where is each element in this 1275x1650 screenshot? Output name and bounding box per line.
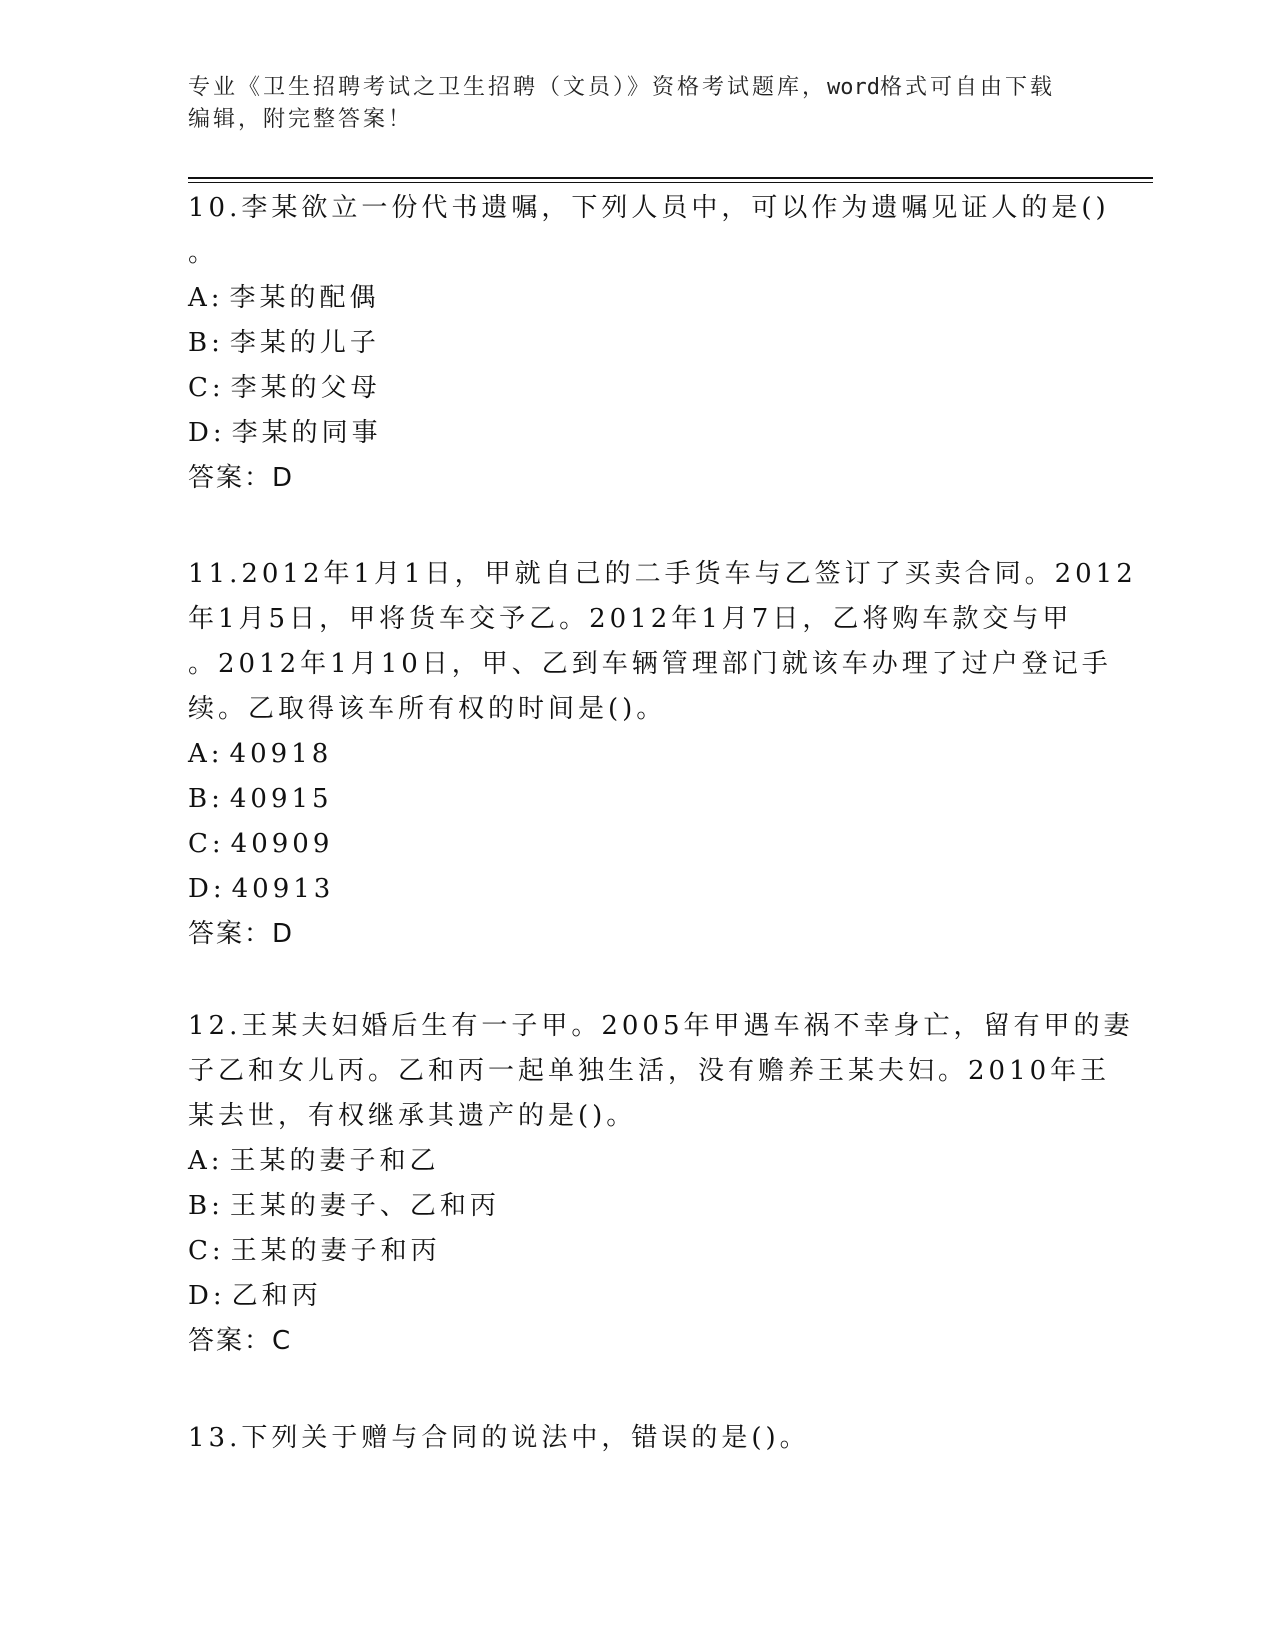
option-text: 李某的父母 (230, 373, 381, 403)
option-text: 40909 (230, 829, 334, 859)
question-stem-line: 。 (188, 238, 219, 268)
option-letter: D: (188, 874, 226, 904)
question-stem-line: 10.李某欲立一份代书遗嘱，下列人员中，可以作为遗嘱见证人的是() (188, 193, 1110, 223)
option-c (188, 822, 1088, 867)
question-stem-line: 子乙和女儿丙。乙和丙一起单独生活，没有赡养王某夫妇。2010年王 (188, 1056, 1111, 1086)
header-text: 专业《卫生招聘考试之卫生招聘（文员）》资格考试题库， (188, 75, 828, 100)
question-stem-line: 。2012年1月10日，甲、乙到车辆管理部门就该车办理了过户登记手 (188, 649, 1112, 679)
question-stem-line: 13.下列关于赠与合同的说法中，错误的是()。 (188, 1423, 810, 1453)
header-line-2: 编辑，附完整答案！ (188, 107, 414, 132)
option-text: 乙和丙 (231, 1281, 322, 1311)
question-11 (188, 552, 1137, 957)
option-letter: C: (188, 373, 225, 403)
option-a (188, 276, 1088, 321)
option-c (188, 366, 1088, 411)
option-text: 李某的儿子 (229, 328, 380, 358)
answer-line: 答案：D (188, 463, 295, 493)
option-letter: A: (188, 1146, 224, 1176)
header-divider-thin (188, 182, 1153, 183)
option-letter: C: (188, 1236, 225, 1266)
option-d (188, 867, 1088, 912)
option-letter: D: (188, 1281, 226, 1311)
option-a (188, 732, 1088, 777)
option-letter: B: (188, 1191, 224, 1221)
option-letter: C: (188, 829, 225, 859)
question-stem-line: 续。乙取得该车所有权的时间是()。 (188, 694, 667, 724)
question-stem-line: 12.王某夫妇婚后生有一子甲。2005年甲遇车祸不幸身亡，留有甲的妻 (188, 1011, 1134, 1041)
question-12 (188, 1004, 1134, 1364)
option-c (188, 1229, 1088, 1274)
question-stem-line: 年1月5日，甲将货车交予乙。2012年1月7日，乙将购车款交与甲 (188, 604, 1073, 634)
option-b (188, 1184, 1088, 1229)
option-d (188, 411, 1088, 456)
option-text: 40913 (231, 874, 335, 904)
option-d (188, 1274, 1088, 1319)
option-letter: B: (188, 328, 224, 358)
header-word-format: word (827, 75, 880, 100)
option-b (188, 321, 1088, 366)
header-line-1 (188, 72, 1088, 104)
document-header (188, 72, 1088, 136)
question-10 (188, 186, 1110, 501)
option-a (188, 1139, 1088, 1184)
question-stem-line: 11.2012年1月1日，甲就自己的二手货车与乙签订了买卖合同。2012 (188, 559, 1137, 589)
option-letter: D: (188, 418, 226, 448)
option-text: 40915 (229, 784, 333, 814)
option-letter: B: (188, 784, 224, 814)
option-letter: A: (188, 739, 224, 769)
header-text: 格式可自由下载 (880, 75, 1056, 100)
option-text: 40918 (229, 739, 333, 769)
header-divider-thick (188, 177, 1153, 179)
option-letter: A: (188, 283, 224, 313)
option-text: 王某的妻子和丙 (230, 1236, 441, 1266)
answer-line: 答案：C (188, 1326, 293, 1356)
option-text: 王某的妻子和乙 (229, 1146, 440, 1176)
option-text: 李某的同事 (231, 418, 382, 448)
option-text: 王某的妻子、乙和丙 (229, 1191, 500, 1221)
answer-line: 答案：D (188, 919, 295, 949)
question-stem-line: 某去世，有权继承其遗产的是()。 (188, 1101, 637, 1131)
question-13 (188, 1416, 1088, 1461)
option-text: 李某的配偶 (229, 283, 380, 313)
option-b (188, 777, 1088, 822)
